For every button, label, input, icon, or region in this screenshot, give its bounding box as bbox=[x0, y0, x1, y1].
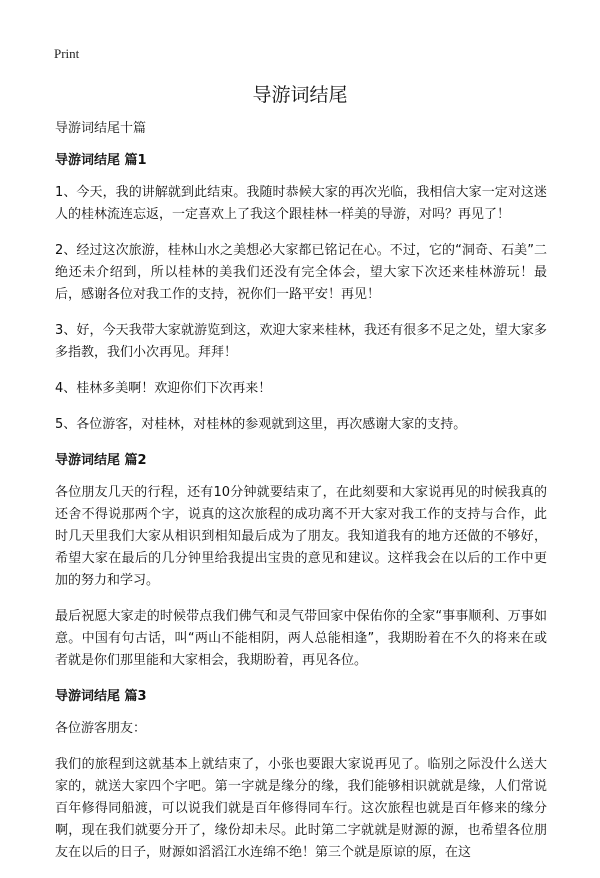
section-heading: 导游词结尾 篇1 bbox=[55, 153, 147, 168]
paragraph: 各位朋友几天的行程，还有10分钟就要结束了，在此刻要和大家说再见的时候我真的还舍不得说那两个字，说真的这次旅程的成功离不开大家对我工作的支持与合作，此时几天里我们大家从相识到相知最后成为了朋友。我知道我有的地方还做的不够好，希望大家在最后的几分钟里给我提出宝贵的意见和建议。这样我会在以后的工作中更加的努力和学习。 bbox=[55, 485, 547, 588]
print-link[interactable]: Print bbox=[54, 46, 80, 61]
paragraph: 5、各位游客，对桂林，对桂林的参观就到这里，再次感谢大家的支持。 bbox=[55, 417, 467, 432]
section-2 bbox=[55, 450, 547, 672]
section-1 bbox=[55, 150, 547, 436]
paragraph: 2、经过这次旅游，桂林山水之美想必大家都已铭记在心。不过，它的“洞奇、石美”二绝还未介绍到，所以桂林的美我们还没有完全体会，望大家下次还来桂林游玩！最后，感谢各位对我工作的支持，祝你们一路平安！再见！ bbox=[55, 243, 547, 302]
paragraph: 我们的旅程到这就基本上就结束了，小张也要跟大家说再见了。临别之际没什么送大家的，就送大家四个字吧。第一字就是缘分的缘，我们能够相识就就是缘，人们常说百年修得同船渡，可以说我们就是百年修得同车行。这次旅程也就是百年修来的缘分啊，现在我们就要分开了，缘份却未尽。此时第二字就就是财源的源，也希望各位朋友在以后的日子，财源如滔滔江水连绵不绝！第三个就是原谅的原，在这 bbox=[55, 757, 547, 860]
paragraph: 3、好，今天我带大家就游览到这，欢迎大家来桂林，我还有很多不足之处，望大家多多指教，我们小次再见。拜拜！ bbox=[55, 323, 547, 360]
paragraph: 4、桂林多美啊！欢迎你们下次再来！ bbox=[55, 381, 272, 396]
section-heading: 导游词结尾 篇3 bbox=[55, 689, 147, 704]
section-3 bbox=[55, 686, 547, 864]
article-body bbox=[55, 118, 547, 878]
paragraph: 各位游客朋友： bbox=[55, 721, 147, 736]
article-subtitle: 导游词结尾十篇 bbox=[55, 121, 147, 136]
page-title: 导游词结尾 bbox=[252, 84, 348, 106]
section-heading: 导游词结尾 篇2 bbox=[55, 453, 147, 468]
paragraph: 1、今天，我的讲解就到此结束。我随时恭候大家的再次光临，我相信大家一定对这迷人的桂林流连忘返，一定喜欢上了我这个跟桂林一样美的导游，对吗？再见了！ bbox=[55, 185, 547, 222]
paragraph: 最后祝愿大家走的时候带点我们佛气和灵气带回家中保佑你的全家“事事顺利、万事如意。中国有句古话，叫“两山不能相阴，两人总能相逢”，我期盼着在不久的将来在或者就是你们那里能和大家相会，我期盼着，再见各位。 bbox=[55, 609, 547, 668]
